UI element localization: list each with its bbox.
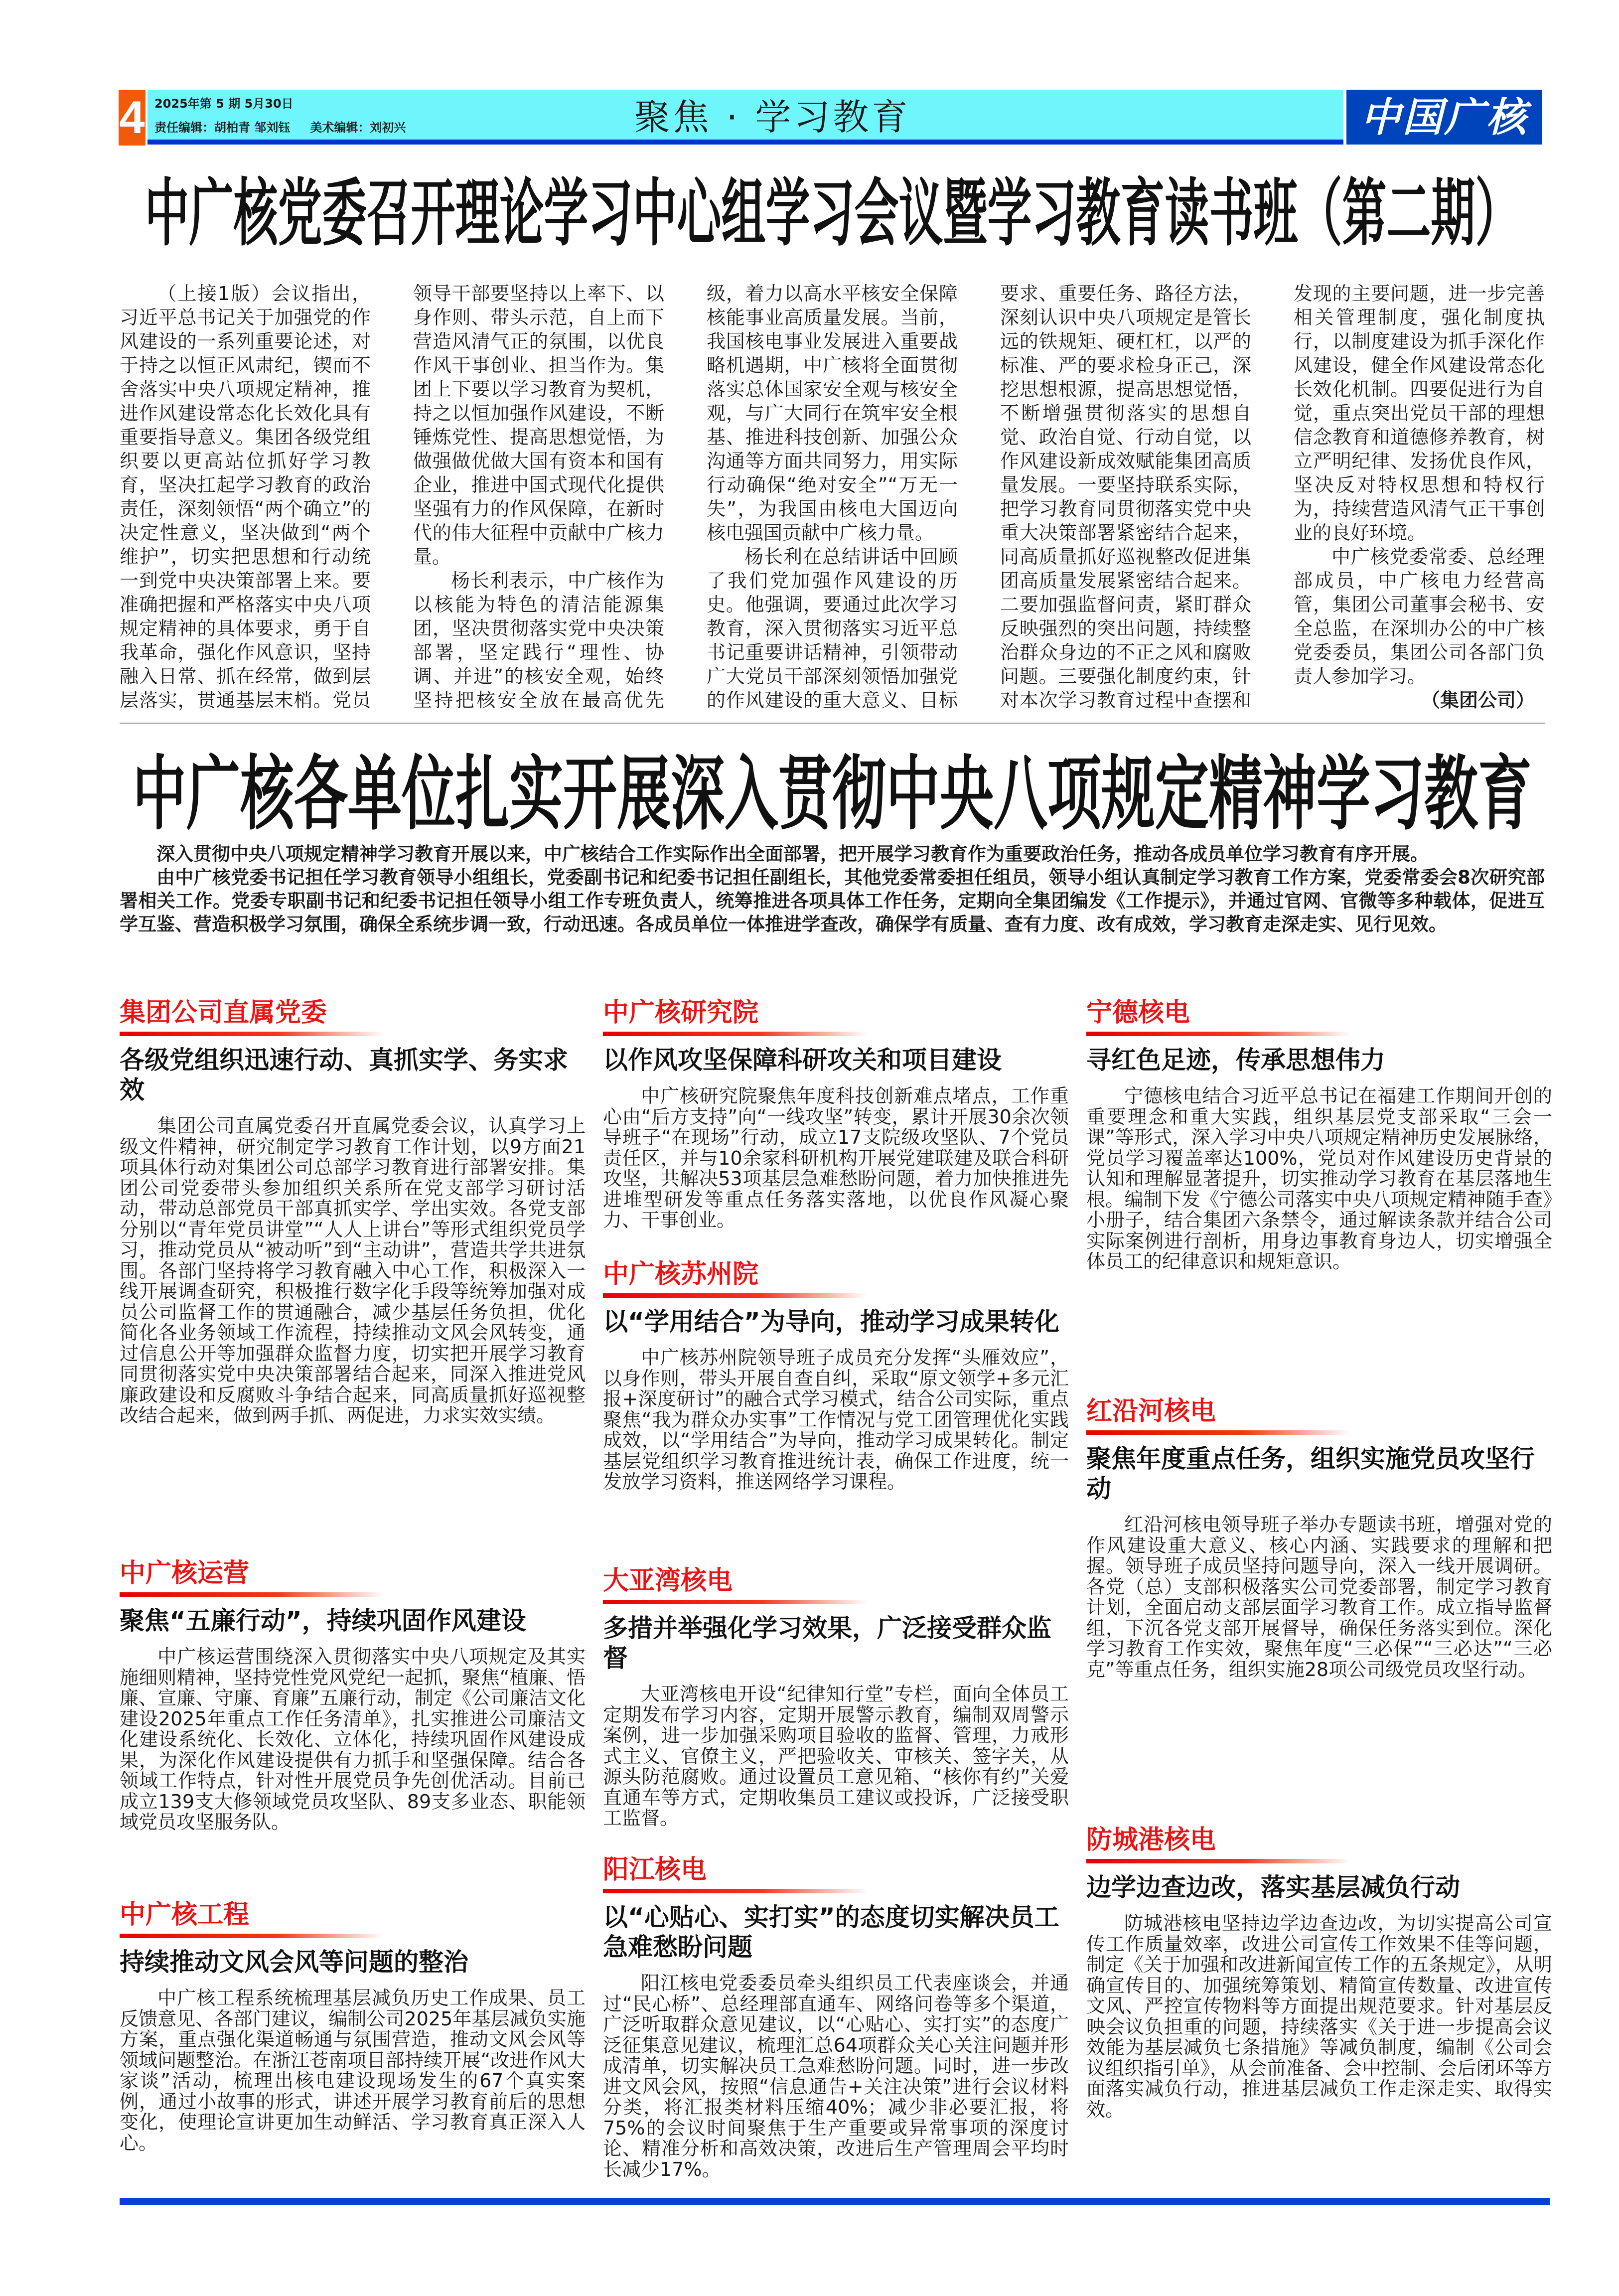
unit-underline — [1086, 1430, 1350, 1435]
section-subheading: 边学边查边改，落实基层减负行动 — [1086, 1873, 1460, 1902]
intro-paragraph: 由中广核党委书记担任学习教育领导小组组长，党委副书记和纪委书记担任副组长，其他党委常委担任组员，领导小组认真制定学习教育工作方案，党委常委会8次研究部署相关工作。党委专职副书记和纪委书记担任领导小组工作专班负责人，统筹推进各项具体工作任务，定期向全集团编发《工作提示》，并通过官网、官微等多种载体，促进互学互鉴、营造积极学习氛围，确保全系统步调一致，行动迅速。各成员单位一体推进学查改，确保学有质量、查有力度、改有成效，学习教育走深走实、见行见效。 — [120, 867, 1545, 935]
art-editor: 美术编辑：刘初兴 — [310, 121, 406, 135]
unit-underline — [120, 1934, 384, 1938]
responsible-editors: 责任编辑：胡柏青 邹刘钰 — [154, 121, 291, 135]
bottom-rule — [120, 2198, 1550, 2205]
section-body: 阳江核电党委委员牵头组织员工代表座谈会，并通过“民心桥”、总经理部直通车、网络问卷等多个渠道，广泛听取群众意见建议，以“心贴心、实打实”的态度广泛征集意见建议，梳理汇总64项群众关心关注问题并形成清单，切实解决员工急难愁盼问题。同时，进一步改进文风会风，按照“信息通告+关注决策”进行会议材料分类，将汇报类材料压缩40%；减少非必要汇报，将75%的会议时间聚焦于生产重要或异常事项的深度讨论、精准分析和高效决策，改进后生产管理周会平均时长减少17%。 — [603, 1972, 1069, 2180]
section-subheading: 持续推动文风会风等问题的整治 — [120, 1948, 468, 1977]
unit-section — [603, 1854, 1069, 2180]
unit-underline — [1086, 1032, 1350, 1036]
unit-label: 宁德核电 — [1086, 998, 1190, 1028]
byline: （集团公司） — [1421, 689, 1535, 711]
section-subheading: 各级党组织迅速行动、真抓实学、务实求效 — [120, 1046, 568, 1104]
section-body: 中广核研究院聚焦年度科技创新难点堵点，工作重心由“后方支持”向“一线攻坚”转变，累计开展30余次领导班子“在现场”行动，成立17支院级攻坚队、7个党员责任区，并与10余家科研机构开展党建联建及联合科研攻坚，共解决53项基层急难愁盼问题，着力加快推进先进堆型研发等重点任务落实落地，以优良作风凝心聚力、干事创业。 — [603, 1085, 1069, 1231]
unit-section — [120, 997, 586, 1426]
unit-label: 中广核苏州院 — [603, 1259, 759, 1289]
unit-section — [1086, 1824, 1552, 2120]
section-subheading: 以“学用结合”为导向，推动学习成果转化 — [603, 1307, 1059, 1336]
section-subheading: 多措并举强化学习效果，广泛接受群众监督 — [603, 1614, 1051, 1673]
editors — [154, 118, 426, 138]
unit-label: 中广核工程 — [120, 1900, 250, 1930]
page-number: 4 — [119, 90, 146, 146]
unit-section — [1086, 997, 1552, 1272]
article-2-intro — [120, 842, 1545, 936]
unit-label: 集团公司直属党委 — [120, 998, 327, 1028]
section-subheading: 聚焦年度重点任务，组织实施党员攻坚行动 — [1086, 1444, 1535, 1503]
section-subheading: 以作风攻坚保障科研攻关和项目建设 — [603, 1046, 1002, 1074]
issue-date: 2025年第 5 期 5月30日 — [154, 97, 294, 111]
unit-label: 阳江核电 — [603, 1855, 707, 1885]
section-body: 中广核运营围绕深入贯彻落实中央八项规定及其实施细则精神，坚持党性党风党纪一起抓，聚焦“植廉、悟廉、宣廉、守廉、育廉”五廉行动，制定《公司廉洁文化建设2025年重点工作任务清单》，扎实推进公司廉洁文化建设系统化、长效化、立体化，持续巩固作风建设成果，为深化作风建设提供有力抓手和坚强保障。结合各领域工作特点，针对性开展党员争先创优活动。目前已成立139支大修领域党员攻坚队、89支多业态、职能领域党员攻坚服务队。 — [120, 1646, 586, 1833]
unit-label: 中广核研究院 — [603, 998, 759, 1028]
section-body: 中广核工程系统梳理基层减负历史工作成果、员工反馈意见、各部门建议，编制公司2025年基层减负实施方案，重点强化渠道畅通与氛围营造，推动文风会风等领域问题整治。在浙江苍南项目部持续开展“改进作风大家谈”活动，梳理出核电建设现场发生的67个真实案例，通过小故事的形式，讲述开展学习教育前后的思想变化，使理论宣讲更加生动鲜活、学习教育真正深入人心。 — [120, 1987, 586, 2154]
paragraph: （上接1版）会议指出，习近平总书记关于加强党的作风建设的一系列重要论述，对于持之以恒正风肃纪，锲而不舍落实中央八项规定精神，推进作风建设常态化长效化具有重要指导意义。集团各级党组织要以更高站位抓好学习教育，坚决扛起学习教育的政治责任，深刻领悟“两个确立”的决定性意义，坚决做到“两个维护”，切实把思想和行动统一到党中央决策部署上来。要准确把握和严格落实中央八项规定精神的具体要求，勇于自我革命，强化作风意识，坚持融入日常、抓在经常，做到层层落实，贯通基层末梢。党员领导干部要坚持以上率下、以身作则、带头示范，自上而下营造风清气正的氛围，以优良作风干事创业、担当作为。集团上下要以学习教育为契机，持之以恒加强作风建设，不断锤炼党性、提高思想觉悟，为做强做优做大国有资本和国有企业，推进中国式现代化提供坚强有力的作风保障，在新时代的伟大征程中贡献中广核力量。 — [120, 283, 664, 711]
unit-section — [603, 1565, 1069, 1829]
section-body: 红沿河核电领导班子举办专题读书班，增强对党的作风建设重大意义、核心内涵、实践要求的理解和把握。领导班子成员坚持问题导向，深入一线开展调研。各党（总）支部积极落实公司党委部署，制定学习教育计划，全面启动支部层面学习教育工作。成立指导监督组，下沉各党支部开展督导，确保任务落实到位。深化学习教育工作实效，聚焦年度“三必保”“三必达”“三必克”等重点任务，组织实施28项公司级党员攻坚行动。 — [1086, 1514, 1552, 1681]
section-subheading: 聚焦“五廉行动”，持续巩固作风建设 — [120, 1606, 526, 1635]
paragraph: 中广核党委常委、总经理部成员，中广核电力经营高管，集团公司董事会秘书、安全总监，在深圳办公的中广核党委委员，集团公司各部门负责人参加学习。 — [1294, 546, 1545, 687]
unit-label: 大亚湾核电 — [603, 1566, 733, 1596]
unit-section — [603, 1258, 1069, 1493]
section-subheading: 以“心贴心、实打实”的态度切实解决员工急难愁盼问题 — [603, 1903, 1059, 1962]
section-body: 宁德核电结合习近平总书记在福建工作期间开创的重要理念和重大实践，组织基层党支部采取“三会一课”等形式，深入学习中央八项规定精神历史发展脉络，党员学习覆盖率达100%，党员对作风建设历史背景的认知和理解显著提升，切实推动学习教育在基层落地生根。编制下发《宁德公司落实中央八项规定精神随手查》小册子，结合集团六条禁令，通过解读条款并结合公司实际案例进行剖析，用身边事教育身边人，切实增强全体员工的纪律意识和规矩意识。 — [1086, 1085, 1552, 1272]
unit-underline — [603, 1600, 867, 1604]
unit-label: 防城港核电 — [1086, 1825, 1216, 1855]
unit-underline — [603, 1889, 867, 1893]
section-body: 大亚湾核电开设“纪律知行堂”专栏，面向全体员工定期发布学习内容，定期开展警示教育，编制双周警示案例，进一步加强采购项目验收的监督、管理，力戒形式主义、官僚主义，严把验收关、审核关、签字关，从源头防范腐败。通过设置员工意见箱、“核你有约”关爱直通车等方式，定期收集员工建议或投诉，广泛接受职工监督。 — [603, 1683, 1069, 1829]
intro-paragraph: 深入贯彻中央八项规定精神学习教育开展以来，中广核结合工作实际作出全面部署，把开展学习教育作为重要政治任务，推动各成员单位学习教育有序开展。 — [156, 843, 1429, 865]
article-1-body — [120, 282, 1545, 715]
paragraph: 杨长利表示，中广核作为以核能为特色的清洁能源集团，坚决贯彻落实党中央决策部署，坚定践行“理性、协调、并进”的核安全观，始终坚持把核安全放在最高优先级，着力以高水平核安全保障核能事业高质量发展。当前，我国核电事业发展进入重要战略机遇期，中广核将全面贯彻落实总体国家安全观与核安全观，与广大同行在筑牢安全根基、推进科技创新、加强公众沟通等方面共同努力，用实际行动确保“绝对安全”“万无一失”，为我国由核电大国迈向核电强国贡献中广核力量。 — [413, 283, 958, 711]
newspaper-logo: 中国广核 — [1346, 90, 1542, 145]
headline-article-1: 中广核党委召开理论学习中心组学习会议暨学习教育读书班（第二期） — [145, 170, 1520, 256]
headline-article-2: 中广核各单位扎实开展深入贯彻中央八项规定精神学习教育 — [132, 748, 1532, 841]
unit-section — [120, 1899, 586, 2153]
section-body: 集团公司直属党委召开直属党委会议，认真学习上级文件精神，研究制定学习教育工作计划，以9方面21项具体行动对集团公司总部学习教育进行部署安排。集团公司党委带头参加组织关系所在党支部学习研讨活动，带动总部党员干部真抓实学、学出实效。各党支部分别以“青年党员讲堂”“人人上讲台”等形式组织党员学习，推动党员从“被动听”到“主动讲”，营造共学共进氛围。各部门坚持将学习教育融入中心工作，积极深入一线开展调查研究，积极推行数字化手段等统筹加强对成员公司监督工作的贯通融合，减少基层任务负担，优化简化各业务领域工作流程，持续推动文风会风转变，通过信息公开等加强群众监督力度，切实把开展学习教育同贯彻落实党中央决策部署结合起来，同深入推进党风廉政建设和反腐败斗争结合起来，同高质量抓好巡视整改结合起来，做到两手抓、两促进，力求实效实绩。 — [120, 1115, 586, 1426]
paragraph: 杨长利在总结讲话中回顾了我们党加强作风建设的历史。他强调，要通过此次学习教育，深入贯彻落实习近平总书记重要讲话精神，引领带动广大党员干部深刻领悟加强党的作风建设的重大意义、目标要求、重要任务、路径方法，深刻认识中央八项规定是管长远的铁规矩、硬杠杠，以严的标准、严的要求检身正己，深挖思想根源，提高思想觉悟，不断增强贯彻落实的思想自觉、政治自觉、行动自觉，以作风建设新成效赋能集团高质量发展。一要坚持联系实际，把学习教育同贯彻落实党中央重大决策部署紧密结合起来，同高质量抓好巡视整改促进集团高质量发展紧密结合起来。二要加强监督问责，紧盯群众反映强烈的突出问题，持续整治群众身边的不正之风和腐败问题。三要强化制度约束，针对本次学习教育过程中查摆和发现的主要问题，进一步完善相关管理制度，强化制度执行，以制度建设为抓手深化作风建设，健全作风建设常态化长效化机制。四要促进行为自觉，重点突出党员干部的理想信念教育和道德修养教育，树立严明纪律、发扬优良作风，坚决反对特权思想和特权行为，持续营造风清气正干事创业的良好环境。 — [707, 283, 1545, 711]
unit-underline — [603, 1032, 867, 1036]
unit-underline — [120, 1032, 384, 1036]
divider — [120, 723, 1545, 724]
unit-label: 中广核运营 — [120, 1558, 250, 1588]
header-rule — [147, 140, 1343, 145]
unit-section — [603, 997, 1069, 1231]
section-body: 防城港核电坚持边学边查边改，为切实提高公司宣传工作质量效率，改进公司宣传工作效果不佳等问题，制定《关于加强和改进新闻宣传工作的五条规定》，从明确宣传目的、加强统筹策划、精简宣传数量、改进宣传文风、严控宣传物料等方面提出规范要求。针对基层反映会议负担重的问题，持续落实《关于进一步提高会议效能为基层减负七条措施》等减负制度，编制《公司会议组织指引单》，从会前准备、会中控制、会后闭环等方面落实减负行动，推进基层减负工作走深走实、取得实效。 — [1086, 1912, 1552, 2121]
unit-underline — [603, 1293, 867, 1298]
unit-underline — [1086, 1859, 1350, 1863]
unit-underline — [120, 1592, 384, 1597]
unit-section — [1086, 1395, 1552, 1680]
unit-label: 红沿河核电 — [1086, 1396, 1216, 1426]
unit-section — [120, 1557, 586, 1833]
section-body: 中广核苏州院领导班子成员充分发挥“头雁效应”，以身作则，带头开展自查自纠，采取“原文领学+多元汇报+深度研讨”的融合式学习模式，结合公司实际，重点聚焦“我为群众办实事”工作情况与党工团管理优化实践成效，以“学用结合”为导向，推动学习成果转化。制定基层党组织学习教育推进统计表，确保工作进度，统一发放学习资料，推送网络学习课程。 — [603, 1347, 1069, 1493]
section-subheading: 寻红色足迹，传承思想伟力 — [1086, 1046, 1385, 1074]
section-title: 聚焦 · 学习教育 — [634, 96, 911, 138]
